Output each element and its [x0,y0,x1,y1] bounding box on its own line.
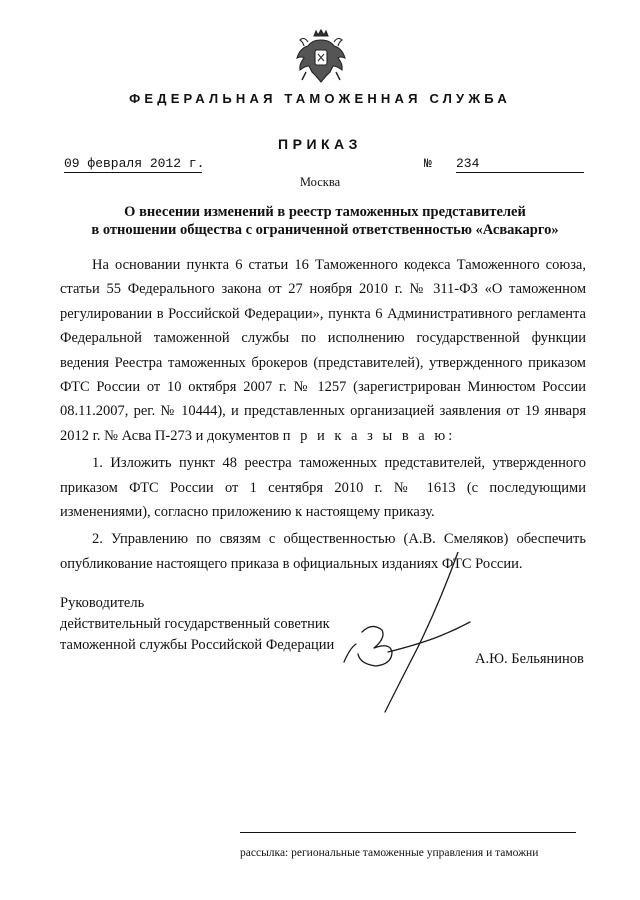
order-subject [60,203,590,239]
order-number-block [424,156,586,171]
order-number-label: № [424,156,432,171]
order-body [60,253,586,576]
order-item-1: 1. Изложить пункт 48 реестра таможенных представителей, утвержденного приказом ФТС России от 1 сентября 2010 г. № 1613 (с последующими изменениями), согласно приложению к настоящему приказу. [60,455,586,521]
subject-line-2: в отношении общества с ограниченной ответственностью «Асвакарго» [91,222,559,238]
agency-name: ФЕДЕРАЛЬНАЯ ТАМОЖЕННАЯ СЛУЖБА [129,91,511,106]
double-headed-eagle-emblem-icon [294,28,348,86]
signatory-name: А.Ю. Бельянинов [475,651,584,667]
order-item-2: 2. Управлению по связям с общественностью (А.В. Смеляков) обеспечить опубликование настоящего приказа в официальных изданиях ФТС России. [60,531,586,572]
order-number: 234 [456,156,584,173]
signatory-position [60,593,360,656]
position-line-2: действительный государственный советник [60,616,330,632]
distribution-list: рассылка: региональные таможенные управления и таможни [240,847,539,859]
preamble-text: На основании пункта 6 статьи 16 Таможенного кодекса Таможенного союза, статьи 55 Федерального закона от 27 ноября 2010 г. № 311-ФЗ «О таможенном регулировании в Российской Федерации», пункта 6 Административного регламента Федеральной таможенной службы по исполнению государственной функции ведения Реестра таможенных брокеров (представителей), утвержденного приказом ФТС России от 10 октября 2007 г. № 1257 (зарегистрирован Минюстом России 08.11.2007, рег. № 10444), и представленных организацией заявления от 19 января 2012 г. № Асва П-273 и документов [60,257,586,444]
distribution-divider [240,832,576,833]
position-line-1: Руководитель [60,595,145,611]
order-date: 09 февраля 2012 г. [64,156,205,171]
city-name: Москва [299,175,341,189]
order-word: п р и к а з ы в а ю: [282,427,456,444]
handwritten-signature-icon [330,552,560,722]
preamble-paragraph [60,253,586,448]
position-line-3: таможенной службы Российской Федерации [60,637,335,653]
document-type-title: ПРИКАЗ [278,136,362,152]
subject-line-1: О внесении изменений в реестр таможенных представителей [124,204,526,220]
